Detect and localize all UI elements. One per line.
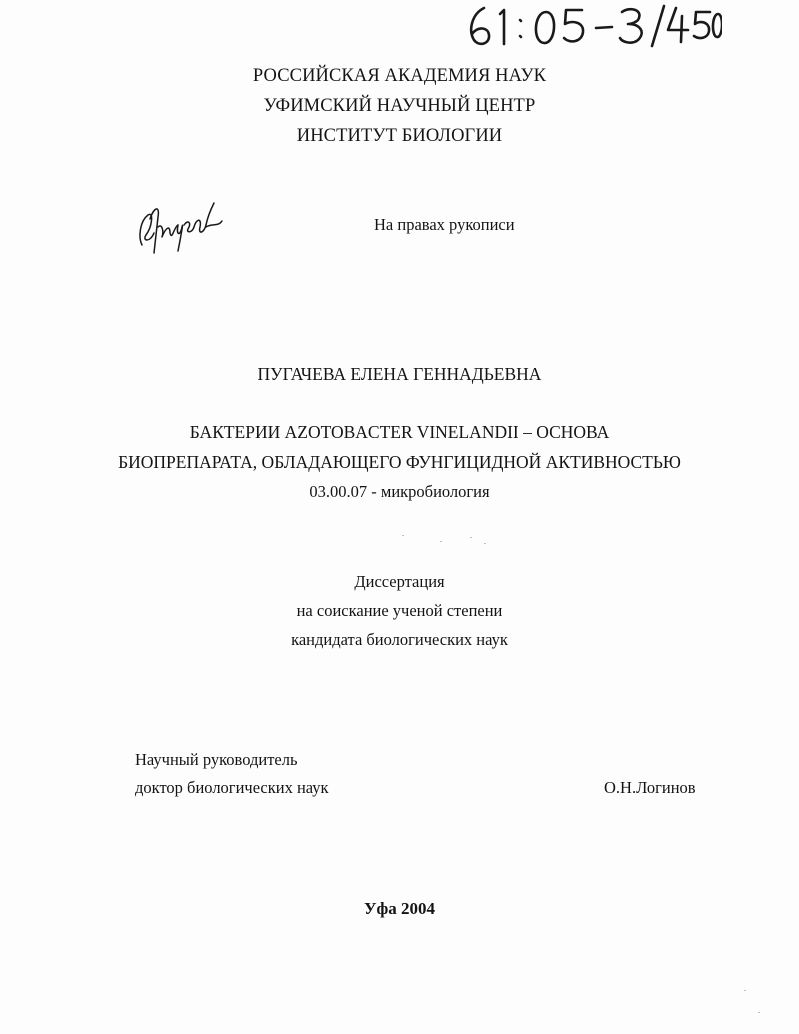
scan-speck [470,537,472,538]
institute-name: ИНСТИТУТ БИОЛОГИИ [296,126,503,146]
document-type: Диссертация [354,572,445,591]
author-name: ПУГАЧЕВА ЕЛЕНА ГЕННАДЬЕВНА [257,364,542,384]
manuscript-rights-note: На правах рукописи [374,215,515,234]
handwritten-archive-number [462,2,722,50]
handwritten-signature [132,197,228,259]
thesis-title-line-2: БИОПРЕПАРАТА, ОБЛАДАЮЩЕГО ФУНГИЦИДНОЙ АКТИВНОСТЬЮ [118,452,681,472]
academy-name: РОССИЙСКАЯ АКАДЕМИЯ НАУК [252,66,547,86]
supervisor-name: О.Н.Логинов [604,778,696,797]
center-name: УФИМСКИЙ НАУЧНЫЙ ЦЕНТР [263,96,536,116]
city-and-year: Уфа 2004 [364,899,435,918]
specialty-code: 03.00.07 - микробиология [309,482,490,501]
thesis-title-line-1: БАКТЕРИИ AZOTOBACTER VINELANDII – ОСНОВА [189,422,610,442]
scan-speck [402,535,404,536]
degree-name: кандидата биологических наук [291,630,508,649]
supervisor-role: Научный руководитель [135,750,298,769]
degree-purpose: на соискание ученой степени [296,601,503,620]
scan-speck [484,543,486,544]
archive-number-drawing [462,2,722,50]
scan-speck [744,990,746,991]
scan-speck [440,541,442,542]
scan-speck [758,1012,760,1013]
supervisor-degree: доктор биологических наук [135,778,329,797]
